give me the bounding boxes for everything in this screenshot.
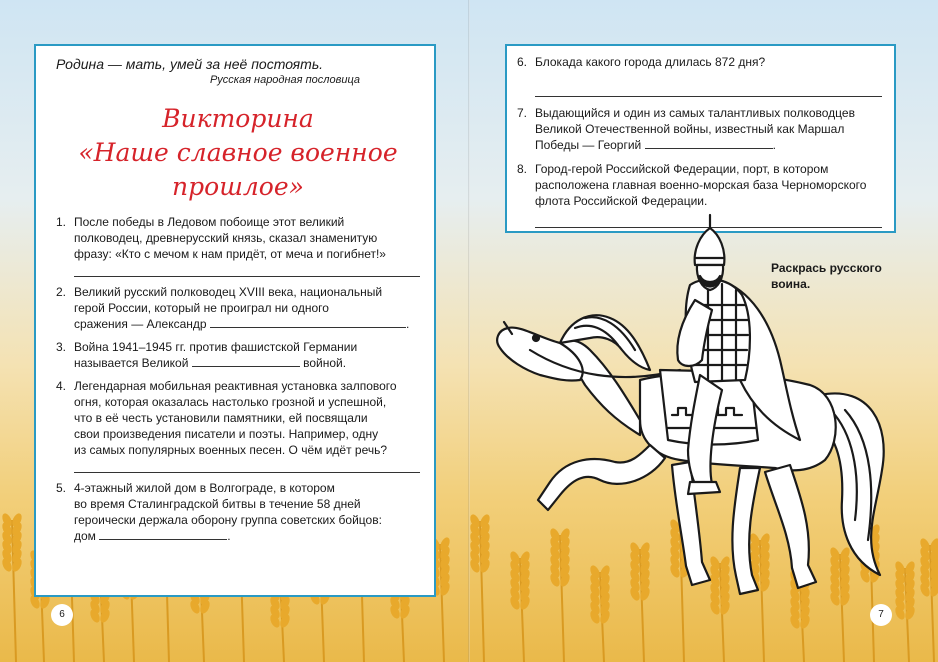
quiz-box-right: [505, 44, 896, 233]
quiz-title-line: прошлое»: [172, 172, 304, 201]
question-number: 4.: [56, 379, 67, 393]
answer-line[interactable]: [535, 84, 882, 97]
quiz-title-line: Викторина: [162, 104, 314, 133]
question-text: флота Российской Федерации.: [535, 194, 708, 208]
question-list-right: [517, 54, 882, 228]
answer-line[interactable]: [74, 264, 420, 277]
question-text: .: [772, 138, 776, 152]
question-5: [56, 480, 420, 544]
question-4: [56, 378, 420, 473]
proverb-source: Русская народная пословица: [209, 74, 360, 86]
question-text: свои произведения писатели и поэты. Например, одну: [74, 427, 379, 441]
question-number: 6.: [517, 55, 528, 69]
question-text: во время Сталинградской битвы в течение 58 дней: [74, 497, 361, 511]
question-text: дом: [74, 529, 96, 543]
question-number: 2.: [56, 285, 67, 299]
question-number: 5.: [56, 481, 67, 495]
question-text: что в её честь установили памятники, ей посвящали: [74, 411, 368, 425]
question-text: герой России, который не проиграл ни одного: [74, 301, 329, 315]
answer-line[interactable]: [74, 460, 420, 473]
question-list-left: [56, 214, 420, 544]
quiz-box-left: [34, 44, 436, 597]
quiz-title: [56, 102, 420, 204]
page-number-right: 7: [870, 604, 892, 626]
question-text: Победы — Георгий: [535, 138, 642, 152]
question-text: Легендарная мобильная реактивная установка залпового: [74, 379, 397, 393]
quiz-title-line: «Наше славное военное: [78, 138, 398, 167]
answer-blank[interactable]: [210, 316, 406, 328]
question-text: Выдающийся и один из самых талантливых полководцев: [535, 106, 855, 120]
question-7: [517, 105, 882, 153]
question-text: полководец, древнерусский князь, сказал знаменитую: [74, 231, 378, 245]
question-text: .: [227, 529, 231, 543]
question-text: войной.: [303, 356, 347, 370]
question-number: 3.: [56, 340, 67, 354]
question-number: 7.: [517, 106, 528, 120]
question-text: расположена главная военно-морская база Черноморского: [535, 178, 867, 192]
question-6: [517, 54, 882, 97]
question-text: называется Великой: [74, 356, 189, 370]
question-text: Великой Отечественной войны, известный как Маршал: [535, 122, 845, 136]
answer-blank[interactable]: [192, 355, 300, 367]
question-text: 4-этажный жилой дом в Волгограде, в котором: [74, 481, 335, 495]
question-3: [56, 339, 420, 371]
answer-blank[interactable]: [99, 528, 227, 540]
question-number: 1.: [56, 215, 67, 229]
page-number-left: 6: [51, 604, 73, 626]
question-text: Война 1941–1945 гг. против фашистской Германии: [74, 340, 358, 354]
question-2: 2. Великий русский полководец XVIII века, национальный герой России, который не проиграл ни одного сражения — Александр .: [56, 285, 410, 331]
question-text: фразу: «Кто с мечом к нам придёт, от меча и погибнет!»: [74, 247, 386, 261]
answer-blank[interactable]: [645, 137, 773, 149]
coloring-caption: Раскрась русского воина.: [771, 261, 882, 291]
book-spine: [468, 0, 470, 662]
question-text: Город-герой Российской Федерации, порт, в котором: [535, 162, 829, 176]
question-text: После победы в Ледовом побоище этот великий: [74, 215, 345, 229]
question-text: сражения — Александр: [74, 317, 207, 331]
question-text: Великий русский полководец XVIII века, национальный: [74, 285, 383, 299]
question-number: 8.: [517, 162, 528, 176]
question-text: из самых популярных военных песен. О чём идёт речь?: [74, 443, 388, 457]
question-1: [56, 214, 420, 277]
question-text: героически держала оборону группа советских бойцов:: [74, 513, 382, 527]
proverb: Родина — мать, умей за неё постоять.: [56, 56, 324, 72]
question-text: Блокада какого города длилась 872 дня?: [535, 55, 766, 69]
question-text: огня, которая оказалась настолько грозной и успешной,: [74, 395, 387, 409]
